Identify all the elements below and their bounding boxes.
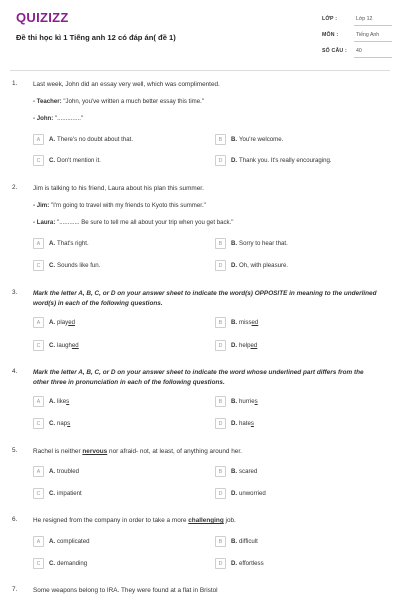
option-box: D (215, 340, 226, 351)
word-stem: nap (57, 420, 68, 427)
option-letter: C. (49, 490, 56, 497)
word-stem: hurrie (239, 398, 255, 405)
text-before: Rachel is neither (33, 448, 83, 455)
question-instruction (33, 289, 383, 308)
option-letter: C. (49, 420, 56, 427)
speech: "John, you've written a much better essay this time." (63, 98, 205, 105)
option-letter: C. (49, 262, 56, 269)
option-text (57, 319, 75, 326)
option-letter: B. (231, 240, 238, 247)
option-box: D (215, 418, 226, 429)
meta-label: MÔN : (322, 32, 339, 38)
question-number: 6. (12, 516, 18, 523)
option-text (239, 398, 258, 405)
option-letter: A. (49, 136, 56, 143)
underlined-part: ed (68, 319, 75, 326)
text-after: nor afraid- not, at least, of anything around her. (107, 448, 242, 455)
underlined-word: challenging (188, 517, 224, 524)
meta-value: Tiếng Anh (356, 32, 380, 38)
option-text: There's no doubt about that. (57, 136, 134, 143)
option-text: Sounds like fun. (57, 262, 101, 269)
question-number: 5. (12, 447, 18, 454)
word-stem: like (57, 398, 67, 405)
option-box: B (215, 134, 226, 145)
dialogue-line (33, 219, 233, 226)
speech: "I'm going to travel with my friends to Kyoto this summer." (50, 202, 206, 209)
question-text: Last week, John did an essay very well, which was complimented. (33, 81, 220, 88)
word-stem: play (57, 319, 69, 326)
option-box: D (215, 260, 226, 271)
option-box: B (215, 466, 226, 477)
text-after: job. (223, 517, 236, 524)
option-box: A (33, 238, 44, 249)
option-text: Thank you. It's really encouraging. (239, 157, 332, 164)
speaker: - John: (33, 115, 54, 122)
instruction-line: Mark the letter A, B, C, or D on your answer sheet to indicate the word whose underlined part differs from the (33, 369, 364, 376)
option-letter: C. (49, 157, 56, 164)
option-text (57, 342, 79, 349)
option-text: scared (239, 468, 258, 475)
speech: "............ Be sure to tell me all about your trip when you get back." (57, 219, 234, 226)
option-text: unworried (239, 490, 266, 497)
question-text (33, 447, 383, 457)
option-text: That's right. (57, 240, 89, 247)
option-letter: A. (49, 319, 56, 326)
option-text: Sorry to hear that. (239, 240, 288, 247)
option-letter: B. (231, 538, 238, 545)
option-letter: C. (49, 560, 56, 567)
underlined-part: s (66, 398, 70, 405)
option-text: demanding (57, 560, 88, 567)
question-number: 2. (12, 184, 18, 191)
underlined-part: ed (71, 342, 79, 349)
option-letter: B. (231, 398, 238, 405)
underlined-part: ed (250, 342, 258, 349)
option-letter: D. (231, 157, 238, 164)
option-letter: D. (231, 342, 238, 349)
header (0, 0, 400, 70)
option-letter: D. (231, 420, 238, 427)
speaker: - Teacher: (33, 98, 62, 105)
option-text (239, 342, 257, 349)
option-letter: B. (231, 136, 238, 143)
question-number: 3. (12, 289, 18, 296)
option-box: A (33, 134, 44, 145)
option-text (239, 420, 254, 427)
option-text (239, 319, 258, 326)
underlined-part: s (250, 420, 254, 427)
word-stem: hate (239, 420, 251, 427)
option-box: C (33, 340, 44, 351)
underlined-part: s (254, 398, 258, 405)
question-text (33, 516, 383, 526)
option-letter: C. (49, 342, 56, 349)
quizizz-logo[interactable]: QUIZIZZ (16, 10, 69, 25)
option-box: C (33, 260, 44, 271)
underlined-word: nervous (82, 448, 108, 455)
option-box: A (33, 466, 44, 477)
option-box: B (215, 317, 226, 328)
option-letter: B. (231, 319, 238, 326)
question-text: Some weapons belong to IRA. They were found at a flat in Bristol (33, 587, 218, 594)
option-box: D (215, 155, 226, 166)
meta-underline (354, 41, 392, 42)
option-text: Don't mention it. (57, 157, 101, 164)
option-box: C (33, 418, 44, 429)
question-text: Jim is talking to his friend, Laura about his plan this summer. (33, 185, 204, 192)
question-number: 4. (12, 368, 18, 375)
option-text: troubled (57, 468, 80, 475)
option-box: C (33, 488, 44, 499)
option-text: Oh, with pleasure. (239, 262, 289, 269)
option-text (57, 398, 69, 405)
word-stem: miss (239, 319, 252, 326)
instruction-line: other three in pronunciation in each of the following questions. (33, 378, 225, 386)
option-text: complicated (57, 538, 90, 545)
question-number: 1. (12, 80, 18, 87)
option-letter: A. (49, 468, 56, 475)
option-text: You're welcome. (239, 136, 284, 143)
word-stem: help (239, 342, 251, 349)
option-text (57, 420, 70, 427)
option-box: D (215, 488, 226, 499)
option-box: A (33, 317, 44, 328)
option-letter: A. (49, 538, 56, 545)
option-letter: D. (231, 262, 238, 269)
dialogue-line (33, 98, 204, 105)
meta-label: SỐ CÂU : (322, 48, 347, 54)
meta-value: 40 (356, 48, 362, 54)
header-divider (10, 70, 390, 71)
option-box: A (33, 396, 44, 407)
option-text: impatient (57, 490, 82, 497)
option-letter: D. (231, 560, 238, 567)
option-letter: B. (231, 468, 238, 475)
meta-underline (354, 25, 392, 26)
option-box: B (215, 396, 226, 407)
option-box: C (33, 155, 44, 166)
doc-title: Đề thi học kì 1 Tiếng anh 12 có đáp án( đề 1) (16, 33, 176, 42)
option-box: D (215, 558, 226, 569)
instruction-line: word(s) in each of the following questions. (33, 299, 163, 307)
question-instruction (33, 368, 383, 387)
option-letter: D. (231, 490, 238, 497)
option-box: B (215, 536, 226, 547)
option-text: difficult (239, 538, 258, 545)
instruction-line: Mark the letter A, B, C, or D on your answer sheet to indicate the word(s) OPPOSITE in meaning to the underlined (33, 290, 377, 297)
text-before: He resigned from the company in order to take a more (33, 517, 189, 524)
meta-underline (354, 57, 392, 58)
option-box: C (33, 558, 44, 569)
question-number: 7. (12, 586, 18, 593)
dialogue-line (33, 202, 206, 209)
meta-value: Lớp 12 (356, 16, 373, 22)
speech: ".............." (55, 115, 84, 122)
option-letter: A. (49, 398, 56, 405)
word-stem: laugh (57, 342, 72, 349)
option-box: A (33, 536, 44, 547)
underlined-part: ed (251, 319, 259, 326)
option-box: B (215, 238, 226, 249)
underlined-part: s (67, 420, 71, 427)
dialogue-line (33, 115, 83, 122)
option-text: effortless (239, 560, 264, 567)
speaker: - Jim: (33, 202, 50, 209)
meta-label: LỚP : (322, 16, 338, 22)
speaker: - Laura: (33, 219, 56, 226)
option-letter: A. (49, 240, 56, 247)
